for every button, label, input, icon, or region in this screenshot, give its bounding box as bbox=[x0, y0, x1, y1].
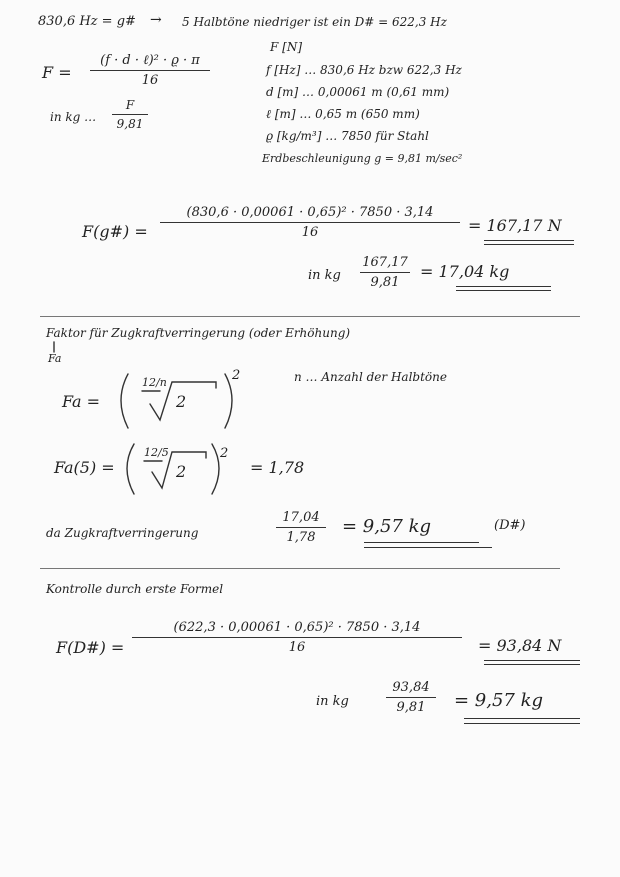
reduction-note: (D#) bbox=[494, 518, 526, 533]
factor-root-radicand: 2 bbox=[176, 392, 187, 411]
formula-kg-label: in kg … bbox=[50, 110, 97, 124]
formula-denominator: 16 bbox=[141, 73, 159, 88]
factor5-lhs: Fa(5) = bbox=[54, 458, 115, 477]
header-frequency: 830,6 Hz = g# bbox=[38, 14, 136, 29]
formula-kg-numerator: F bbox=[125, 98, 135, 112]
close-paren bbox=[212, 444, 219, 494]
calc1-kg-numerator: 167,17 bbox=[362, 255, 408, 270]
check-denominator: 16 bbox=[288, 640, 306, 655]
formula-lhs: F = bbox=[42, 63, 72, 82]
open-paren bbox=[127, 444, 134, 494]
root-sign bbox=[150, 382, 216, 420]
formula-kg-denominator: 9,81 bbox=[116, 117, 144, 131]
calc1-kg-result: = 17,04 kg bbox=[420, 262, 510, 281]
check-lhs: F(D#) = bbox=[56, 638, 125, 657]
check-kg-label: in kg bbox=[316, 694, 349, 709]
arrow-icon: → bbox=[150, 12, 162, 28]
factor5-result: = 1,78 bbox=[250, 458, 305, 477]
check-numerator: (622,3 · 0,00061 · 0,65)² · 7850 · 3,14 bbox=[173, 620, 421, 635]
reduction-numerator: 17,04 bbox=[282, 510, 320, 525]
factor-formula-lhs: Fa = bbox=[62, 392, 101, 411]
legend-force: F [N] bbox=[270, 40, 303, 54]
factor5-root-radicand: 2 bbox=[176, 462, 187, 481]
legend-gravity: Erdbeschleunigung g = 9,81 m/sec² bbox=[262, 152, 463, 165]
calc1-kg-denominator: 9,81 bbox=[370, 275, 400, 290]
check-kg-result: = 9,57 kg bbox=[454, 690, 544, 711]
factor-n-note: n … Anzahl der Halbtöne bbox=[294, 370, 447, 384]
legend-diameter: d [m] … 0,00061 m (0,61 mm) bbox=[266, 85, 450, 99]
factor5-root-index: 12/5 bbox=[144, 446, 169, 459]
reduction-label: da Zugkraftverringerung bbox=[46, 526, 199, 540]
calc1-denominator: 16 bbox=[301, 225, 319, 240]
check-kg-denominator: 9,81 bbox=[396, 700, 426, 715]
factor-symbol: Fa bbox=[48, 352, 62, 365]
reduction-result: = 9,57 kg bbox=[342, 516, 432, 537]
check-result: = 93,84 N bbox=[478, 636, 562, 655]
factor-exponent: 2 bbox=[232, 368, 241, 383]
factor-heading: Faktor für Zugkraftverringerung (oder Erhöhung) bbox=[46, 326, 351, 340]
reduction-denominator: 1,78 bbox=[286, 530, 316, 545]
legend-length: ℓ [m] … 0,65 m (650 mm) bbox=[266, 107, 420, 121]
open-paren bbox=[121, 374, 128, 428]
calc1-lhs: F(g#) = bbox=[82, 222, 148, 241]
calc1-numerator: (830,6 · 0,00061 · 0,65)² · 7850 · 3,14 bbox=[186, 205, 434, 220]
calc1-kg-label: in kg bbox=[308, 268, 341, 283]
legend-frequency: f [Hz] … 830,6 Hz bzw 622,3 Hz bbox=[266, 63, 462, 77]
close-paren bbox=[225, 374, 232, 428]
legend-density: ϱ [kg/m³] … 7850 für Stahl bbox=[266, 129, 429, 143]
factor-root-index: 12/n bbox=[142, 376, 167, 389]
formula-numerator: (f · d · ℓ)² · ϱ · π bbox=[100, 53, 200, 68]
factor5-exponent: 2 bbox=[220, 446, 229, 461]
root-sign bbox=[152, 452, 206, 488]
calc1-result: = 167,17 N bbox=[468, 216, 562, 235]
check-heading: Kontrolle durch erste Formel bbox=[46, 582, 224, 596]
header-halftone-note: 5 Halbtöne niedriger ist ein D# = 622,3 Hz bbox=[182, 15, 447, 29]
check-kg-numerator: 93,84 bbox=[392, 680, 430, 695]
